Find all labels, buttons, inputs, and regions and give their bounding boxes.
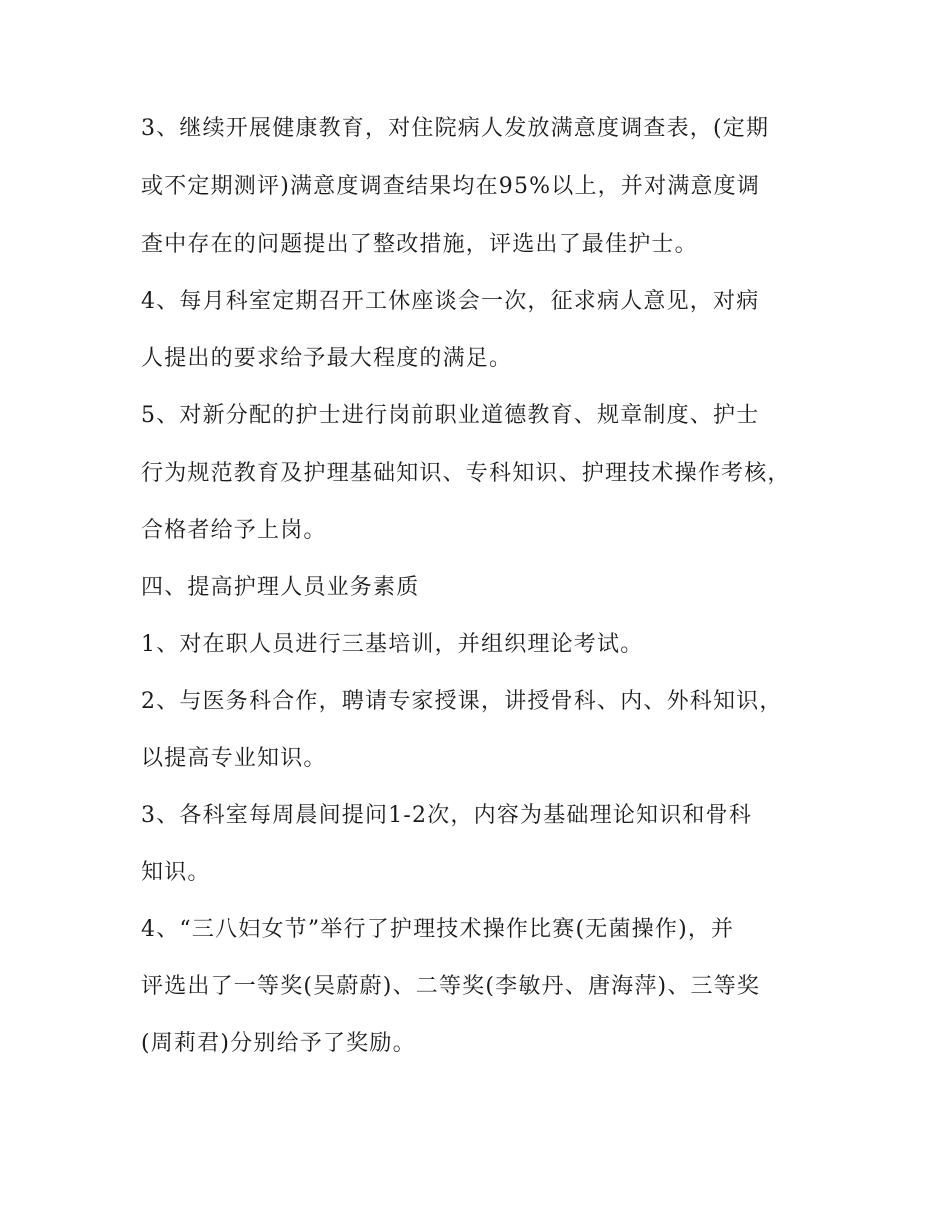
paragraph-line: 知识。 — [141, 860, 211, 885]
paragraph-line: 查中存在的问题提出了整改措施，评选出了最佳护士。 — [141, 232, 698, 257]
paragraph-line: 5、对新分配的护士进行岗前职业道德教育、规章制度、护士 — [141, 403, 760, 428]
paragraph-line: 4、“三八妇女节”举行了护理技术操作比赛(无菌操作)，并 — [141, 917, 735, 942]
paragraph-line: 3、继续开展健康教育，对住院病人发放满意度调查表，(定期 — [141, 116, 770, 141]
paragraph-line: 1、对在职人员进行三基培训，并组织理论考试。 — [141, 632, 644, 657]
paragraph-line: 3、各科室每周晨间提问1-2次，内容为基础理论知识和骨科 — [141, 803, 753, 828]
paragraph-line: 评选出了一等奖(吴蔚蔚)、二等奖(李敏丹、唐海萍)、三等奖 — [141, 974, 761, 999]
paragraph-line: 2、与医务科合作，聘请专家授课，讲授骨科、内、外科知识， — [141, 689, 783, 714]
section-heading: 四、提高护理人员业务素质 — [141, 575, 420, 600]
paragraph-line: 或不定期测评)满意度调查结果均在95%以上，并对满意度调 — [141, 174, 761, 199]
paragraph-line: 人提出的要求给予最大程度的满足。 — [141, 346, 513, 371]
paragraph-line: 合格者给予上岗。 — [141, 518, 327, 543]
paragraph-line: 4、每月科室定期召开工休座谈会一次，征求病人意见，对病 — [141, 289, 760, 314]
paragraph-line: 行为规范教育及护理基础知识、专科知识、护理技术操作考核， — [141, 461, 791, 486]
paragraph-line: 以提高专业知识。 — [141, 746, 327, 771]
paragraph-line: (周莉君)分别给予了奖励。 — [141, 1031, 416, 1056]
